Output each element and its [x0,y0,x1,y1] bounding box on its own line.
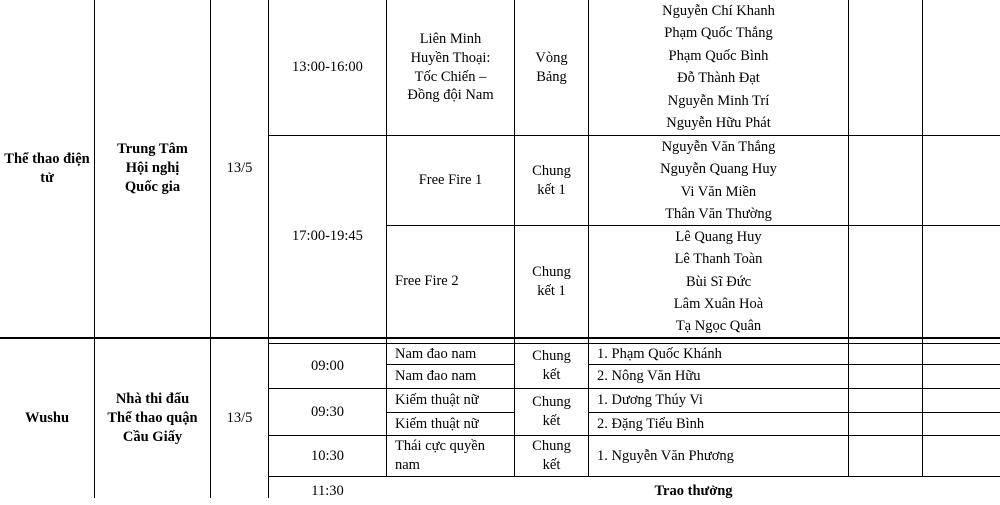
time-wushu-1: 09:00 [310,357,345,374]
date-wushu: 13/5 [226,410,253,427]
athlete-wushu-1b: 2. Nông Văn Hữu [597,368,701,385]
round-free-fire-1: Chung kết 1 [532,162,571,198]
time-award: 11:30 [311,482,344,499]
event-thai-cuc-quyen: Thái cực quyền nam [395,438,485,473]
athlete-name: Nguyễn Văn Thắng [661,139,776,155]
athlete-name: Bùi Sĩ Đức [685,273,752,290]
event-free-fire-1: Free Fire 1 [418,172,483,189]
athlete-name: Nguyễn Minh Trí [667,92,770,109]
venue-wushu: Nhà thi đấu Thể thao quận Cầu Giấy [107,391,198,445]
time-wushu-2: 09:30 [310,403,345,420]
athlete-wushu-1a: 1. Phạm Quốc Khánh [597,345,722,362]
sport-name-wushu: Wushu [24,410,70,427]
athlete-wushu-3: 1. Nguyễn Văn Phương [597,447,734,464]
athlete-list-free-fire-2 [589,228,848,337]
event-nam-dao-a: Nam đao nam [395,345,477,362]
athlete-list-free-fire-1 [589,138,848,225]
event-kiem-thuat-b: Kiếm thuật nữ [395,415,479,432]
event-kiem-thuat-a: Kiếm thuật nữ [395,392,479,409]
time-session-2: 17:00-19:45 [292,228,363,245]
athlete-name: Tạ Ngọc Quân [675,318,762,335]
athlete-list-lmht [589,2,848,135]
athlete-wushu-2b: 2. Đặng Tiểu Bình [597,415,705,432]
event-lmht: Liên Minh Huyền Thoại: Tốc Chiến – Đồng đội Nam [407,30,494,104]
award-ceremony: Trao thưởng [654,482,733,499]
round-lmht: Vòng Bảng [535,49,568,85]
round-wushu-3: Chung kết [532,438,571,473]
event-free-fire-2: Free Fire 2 [395,273,459,290]
athlete-name: Lâm Xuân Hoà [673,295,764,312]
athlete-name: Nguyễn Chí Khanh [662,3,775,19]
athlete-name: Đỗ Thành Đạt [677,70,760,87]
round-wushu-1: Chung kết [532,348,571,383]
time-wushu-3: 10:30 [310,447,345,464]
athlete-name: Vi Văn Miền [680,183,757,200]
athlete-name: Lê Thanh Toàn [674,251,763,268]
round-free-fire-2: Chung kết 1 [532,263,571,299]
athlete-name: Thân Văn Thường [665,206,772,223]
date-esports: 13/5 [226,160,253,177]
venue-esports: Trung Tâm Hội nghị Quốc gia [117,141,188,195]
athlete-name: Lê Quang Huy [675,229,762,245]
event-nam-dao-b: Nam đao nam [395,368,477,385]
round-wushu-2: Chung kết [532,394,571,429]
athlete-name: Nguyễn Hữu Phát [666,115,771,132]
time-session-1: 13:00-16:00 [292,59,363,76]
athlete-name: Nguyễn Quang Huy [660,161,777,178]
athlete-wushu-2a: 1. Dương Thúy Vi [597,392,703,409]
athlete-name: Phạm Quốc Thắng [664,25,773,42]
athlete-name: Phạm Quốc Bình [668,47,769,64]
sport-name-esports: Thể thao điện tử [4,150,90,186]
